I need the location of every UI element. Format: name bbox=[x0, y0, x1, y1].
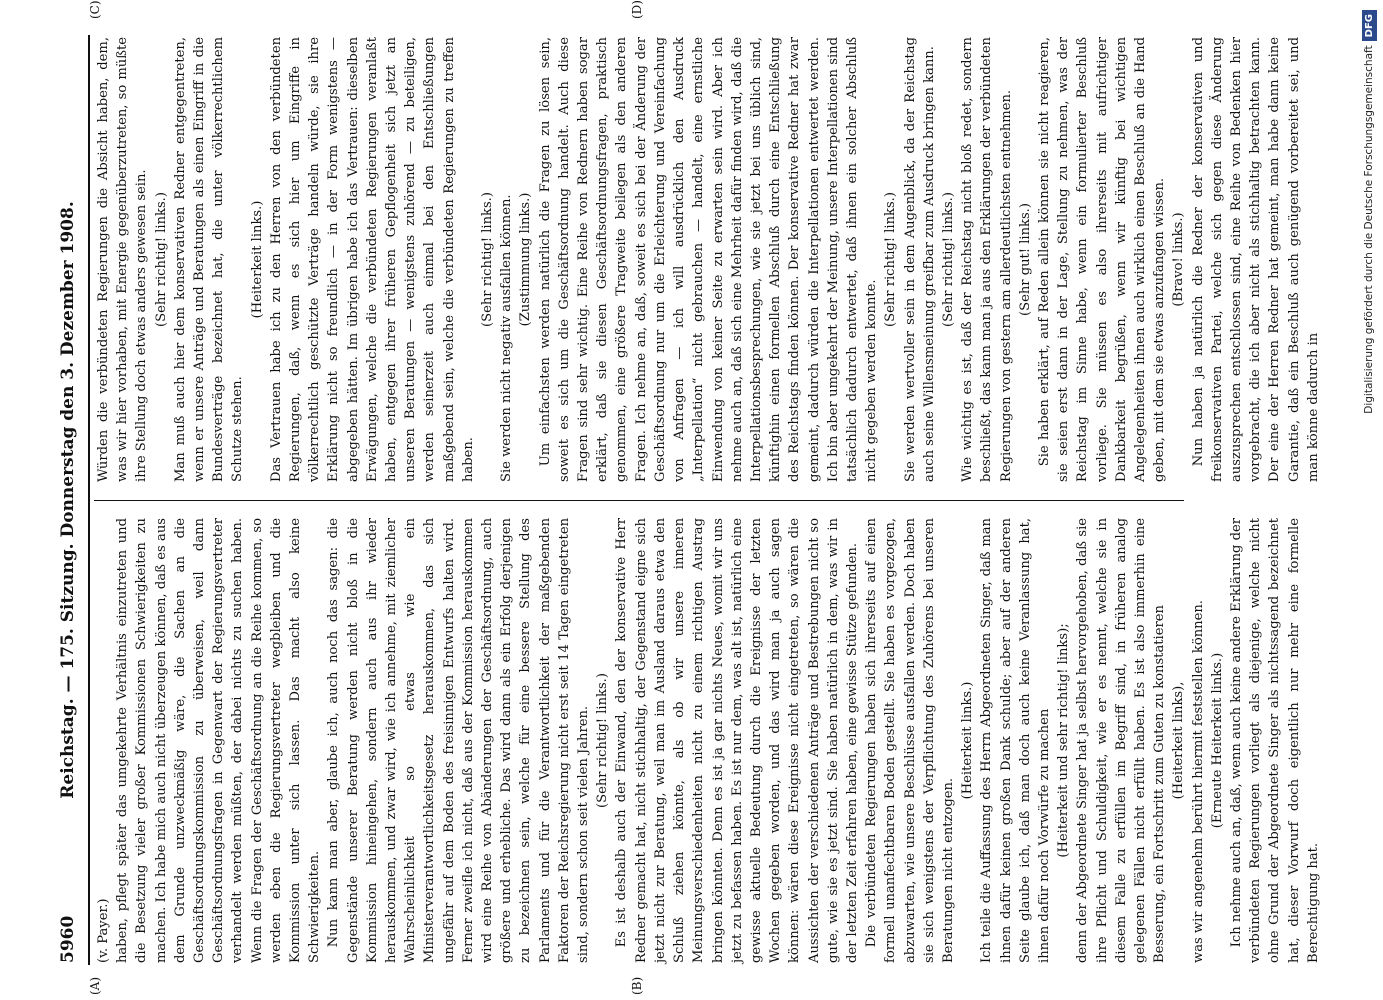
page-title: Reichstag. — 175. Sitzung. Donnerstag den 3. Dezember 1908. bbox=[58, 201, 78, 799]
interjection: (Sehr richtig! links.) bbox=[480, 192, 496, 327]
paragraph: haben, pflegt später das umgekehrte Verhältnis einzutreten und die Besetzung vieler großer Kommissionen Schwierigkeiten zu machen. Ich habe mich auch nicht überzeugen können, daß es aus dem Grunde unzweckmäßig wäre, die Sachen an die Geschäftsordnungskommission zu überweisen, weil dann Geschäftsordnungsfragen in Gegenwart der Regierungsvertreter verhandelt werden müßten, der dabei nichts zu suchen haben. Wenn die Fragen der Geschäftsordnung an die Reihe kommen, so werden eben die Regierungsvertreter wegbleiben und die Kommission unter sich lassen. Das macht also keine Schwierigkeiten. bbox=[115, 518, 323, 963]
interjection: (Heiterkeit links), bbox=[1171, 681, 1187, 800]
paragraph: (v. Payer.) bbox=[96, 898, 111, 963]
dfg-badge: DFG bbox=[1362, 10, 1377, 41]
paragraph: Um einfachsten werden natürlich die Fragen zu lösen sein, soweit es sich um die Geschäftsordnung handelt. Auch diese Fragen sind sehr wichtig. Eine Reihe von Rednern haben sogar erklärt, daß sie diesen Geschäftsordnungsfragen, praktisch genommen, eine größere Tragweite beilegen als den anderen Fragen. Ich nehme an, daß, soweit es sich bei der Änderung der Geschäftsordnung nur um die Erleichterung und Vereinfachung von Anfragen — ich will ausdrücklich den Ausdruck „Interpellation“ nicht gebrauchen — handelt, eine ernstliche Einwendung von keiner Seite zu erwarten sein wird. Aber ich nehme auch an, daß sich eine Mehrheit dafür finden wird, daß die Interpellationsbesprechungen, wie sie jetzt bei uns üblich sind, künftighin einen formellen Abschluß durch eine Entschließung des Reichstags finden können. Der konservative Redner hat zwar gemeint, dadurch würden die Interpellationen entwertet werden. Ich bin aber umgekehrt der Meinung, unsere Interpellationen sind tatsächlich dadurch entwertet, daß ihnen ein solcher Abschluß nicht gegeben werden konnte. bbox=[537, 37, 880, 482]
interjection: (Heiterkeit links.) bbox=[960, 681, 976, 800]
paragraph: Würden die verbündeten Regierungen die Absicht haben, dem, was wir hier vorhaben, mit Energie gegenüberzutreten, so müßte ihre Stellung doch etwas anders gewesen sein. bbox=[96, 37, 150, 482]
paragraph: was wir angenehm berührt hiermit feststellen können. bbox=[1190, 600, 1206, 963]
paragraph: Ich teile die Auffassung des Herrn Abgeordneten Singer, daß man ihnen dafür keinen großen Dank schulde; aber auf der anderen Seite glaube ich, daß man doch auch keine Veranlassung hat, ihnen dafür noch Vorwürfe zu machen bbox=[979, 518, 1052, 963]
paragraph: Man muß auch hier dem konservativen Redner entgegentreten, wenn er unsere Anträge und Beratungen als einen Eingriff in die Bundesverträge bezeichnet hat, die unter völkerrechtlichem Schutze stehen. bbox=[172, 37, 246, 482]
digitization-note: Digitalisierung gefördert durch die Deutsche Forschungsgemeinschaft bbox=[1363, 45, 1375, 414]
left-column bbox=[94, 518, 1321, 963]
paragraph: Die verbündeten Regierungen haben sich ihrerseits auf einen formell unanfechtbaren Boden gestellt. Sie haben es vorgezogen, abzuwarten, wie unsere Beschlüsse ausfallen werden. Doch haben sie sich wenigstens der Verpflichtung des Zuhörens bei unseren Beratungen nicht entzogen. bbox=[864, 518, 956, 963]
interjection: (Bravo! links.) bbox=[1171, 212, 1187, 307]
interjection: (Erneute Heiterkeit links.) bbox=[1209, 652, 1225, 829]
paragraph: Nun haben ja natürlich die Redner der konservativen und freikonservativen Partei, welche sich gegen diese Änderung auszusprechen entschlossen sind, eine Reihe von Bedenken hier vorgebracht, die ich aber nicht als stichhaltig betrachten kann. Der eine der Herren Redner hat gemeint, man habe dann keine Garantie, daß ein Beschluß auch genügend vorbereitet sei, und man könne dadurch in bbox=[1190, 37, 1321, 482]
interjection: (Sehr richtig! links.) bbox=[940, 192, 956, 327]
paragraph: Ich nehme auch an, daß, wenn auch keine andere Erklärung der verbündeten Regierungen vorliegt als diejenige, welche nicht ohne Grund der Abgeordnete Singer als nichtssagend bezeichnet hat, dieser Vorwurf doch eigentlich nur mehr eine formelle Berechtigung hat. bbox=[1228, 518, 1321, 963]
right-column bbox=[94, 37, 1321, 482]
interjection: (Zustimmung links.) bbox=[518, 192, 534, 327]
paragraph: Sie werden nicht negativ ausfallen können. bbox=[499, 194, 515, 482]
margin-label-a: (A) bbox=[88, 976, 102, 995]
margin-label-d: (D) bbox=[630, 0, 644, 19]
digitization-sidebar bbox=[1358, 10, 1380, 985]
paragraph: Das Vertrauen habe ich zu den Herren von den verbündeten Regierungen, daß, wenn es sich hier um Eingriffe in völkerrechtlich geschützte Verträge handeln würde, sie ihre Erklärung nicht so freundlich — in der Form wenigstens — abgegeben hätten. Im übrigen habe ich das Vertrauen: dieselben Erwägungen, welche die verbündeten Regierungen veranlaßt haben, entgegen ihrer früheren Gepflogenheit sich jetzt an unseren Beratungen — wenigstens zuhörend — zu beteiligen, werden seinerzeit auch einmal bei den Entschließungen maßgebend sein, welche die verbündeten Regierungen zu treffen haben. bbox=[268, 37, 476, 482]
interjection: (Heiterkeit und sehr richtig! links); bbox=[1056, 623, 1072, 858]
interjection: (Sehr richtig! links.) bbox=[153, 192, 169, 327]
interjection: (Sehr richtig! links.) bbox=[595, 673, 611, 808]
page-body bbox=[50, 0, 1350, 995]
paragraph: Wie wichtig es ist, daß der Reichstag nicht bloß redet, sondern beschließt, das kann man ja aus den Erklärungen der verbündeten Regierungen von gestern am allerdeutlichsten entnehmen. bbox=[960, 37, 1014, 482]
paragraph: Es ist deshalb auch der Einwand, den der konservative Herr Redner gemacht hat, nicht stichhaltig, der Gegenstand eigne sich jetzt nicht zur Beratung, weil man im Ausland daraus etwa den Schluß ziehen könnte, als ob wir unsere inneren Meinungsverschiedenheiten nicht zu einem richtigen Austrag bringen könnten. Denn es ist ja gar nichts Neues, womit wir uns jetzt zu befassen haben. Es ist nur dem, was alt ist, natürlich eine gewisse aktuelle Bedeutung durch die Ereignisse der letzten Wochen gegeben worden, und das wird man ja auch sagen können: wären diese Ereignisse nicht eingetreten, so wären die Aussichten der verschiedenen Anträge und Bestrebungen nicht so gute, wie sie es jetzt sind. Sie haben natürlich in dem, was wir in der letzten Zeit erfahren haben, eine gewisse Stütze gefunden. bbox=[614, 518, 860, 963]
margin-label-c: (C) bbox=[88, 0, 102, 19]
page-header bbox=[50, 35, 90, 965]
interjection: (Sehr richtig! links.) bbox=[883, 192, 899, 327]
column-divider bbox=[94, 500, 1184, 501]
paragraph: denn der Abgeordnete Singer hat ja selbst hervorgehoben, daß sie ihre Pflicht und Schuldigkeit, wie er es nennt, welche sie in diesem Falle zu erfüllen im Begriff sind, in früheren analog gelegenen Fällen nicht erfüllt haben. Es ist also immerhin eine Besserung, ein Fortschritt zum Guten zu konstatieren bbox=[1075, 518, 1168, 963]
interjection: (Sehr gut! links.) bbox=[1017, 203, 1033, 316]
paragraph: Sie werden wertvoller sein in dem Augenblick, da der Reichstag auch seine Willensmeinung greifbar zum Ausdruck bringen kann. bbox=[902, 37, 937, 482]
margin-label-b: (B) bbox=[630, 976, 644, 995]
page-number: 5960 bbox=[58, 915, 78, 963]
paragraph: Sie haben erklärt, auf Reden allein können sie nicht reagieren, sie seien erst dann in der Lage, Stellung zu nehmen, was der Reichstag im Sinne habe, wenn ein formulierter Beschluß vorliege. Sie müssen es also ihrerseits mit aufrichtiger Dankbarkeit begrüßen, wenn wir künftig bei wichtigen Angelegenheiten ihnen auch wirklich einen Beschluß an die Hand geben, mit dem sie etwas anzufangen wissen. bbox=[1036, 37, 1168, 482]
paragraph: Nun kann man aber, glaube ich, auch noch das sagen: die Gegenstände unserer Beratung werden nicht bloß in die Kommission hineingehen, sondern auch aus ihr wieder herauskommen, und zwar wird, wie ich annehme, mit ziemlicher Wahrscheinlichkeit so etwas wie ein Ministerverantwortlichkeitsgesetz herauskommen, das sich ungefähr auf dem Boden des freisinnigen Entwurfs halten wird. Ferner zweifle ich nicht, daß aus der Kommission herauskommen wird eine Reihe von Abänderungen der Geschäftsordnung, auch größere und erhebliche. Das wird dann als ein Erfolg derjenigen zu bezeichnen sein, welche für eine bessere Stellung des Parlaments und für die Verantwortlichkeit der maßgebenden Faktoren der Reichsregierung nicht erst seit 14 Tagen eingetreten sind, sondern schon seit vielen Jahren. bbox=[326, 518, 592, 963]
interjection: (Heiterkeit links.) bbox=[249, 200, 265, 319]
